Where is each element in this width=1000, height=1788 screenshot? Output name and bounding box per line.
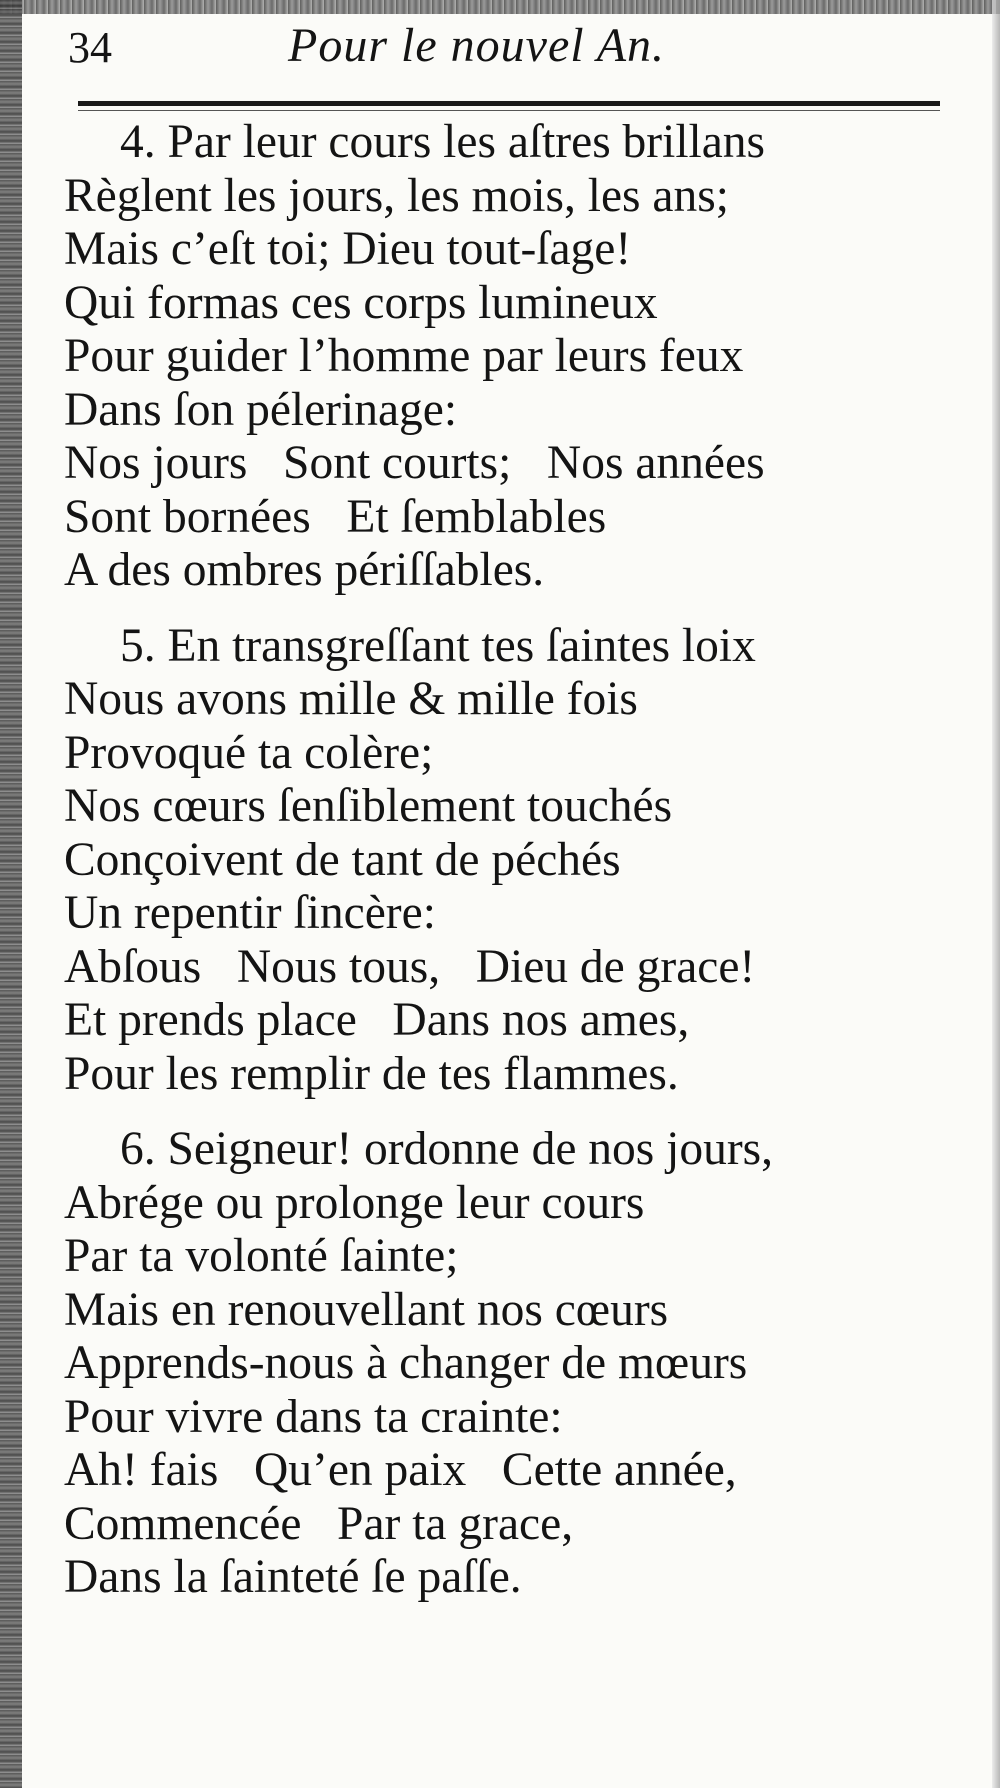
stanza-4 xyxy=(64,116,964,598)
page-edge-top xyxy=(0,0,1000,14)
stanza-line: Abrége ou prolonge leur cours xyxy=(64,1176,645,1229)
stanza-line: Nos jours Sont courts; Nos années xyxy=(64,437,765,489)
hymn-text xyxy=(64,116,964,1605)
stanza-line: 6. Seigneur! ordonne de nos jours, xyxy=(120,1123,774,1175)
stanza-line: Qui formas ces corps lumineux xyxy=(64,276,658,329)
stanza-line: Pour guider l’homme par leurs feux xyxy=(64,330,744,382)
stanza-5 xyxy=(64,620,964,1102)
stanza-line: Dans la ſainteté ſe paſſe. xyxy=(64,1551,522,1603)
page-header xyxy=(68,18,948,88)
header-rule-thin xyxy=(78,110,940,111)
stanza-line: Nos cœurs ſenſiblement touchés xyxy=(64,780,673,832)
stanza-6 xyxy=(64,1123,964,1605)
stanza-line: Apprends-nous à changer de mœurs xyxy=(64,1337,748,1389)
stanza-line: Pour les remplir de tes flammes. xyxy=(64,1047,679,1100)
stanza-line: 4. Par leur cours les aſtres brillans xyxy=(120,116,766,168)
page-edge-left xyxy=(0,0,22,1788)
stanza-line: Commencée Par ta grace, xyxy=(64,1497,574,1550)
header-rule xyxy=(78,101,940,106)
stanza-line: Règlent les jours, les mois, les ans; xyxy=(64,169,729,222)
stanza-line: 5. En transgreſſant tes ſaintes loix xyxy=(120,619,756,672)
stanza-line: Par ta volonté ſainte; xyxy=(64,1230,459,1282)
stanza-line: A des ombres périſſables. xyxy=(64,544,545,596)
running-title: Pour le nouvel An. xyxy=(288,19,666,72)
stanza-line: Pour vivre dans ta crainte: xyxy=(64,1390,563,1443)
stanza-line: Sont bornées Et ſemblables xyxy=(64,490,607,543)
stanza-line: Provoqué ta colère; xyxy=(64,726,434,779)
stanza-line: Nous avons mille & mille fois xyxy=(64,673,638,725)
stanza-line: Et prends place Dans nos ames, xyxy=(64,994,690,1046)
stanza-line: Abſous Nous tous, Dieu de grace! xyxy=(64,940,756,993)
page-edge-right xyxy=(992,0,1000,1788)
page-number: 34 xyxy=(68,23,112,72)
stanza-line: Conçoivent de tant de péchés xyxy=(64,833,621,886)
stanza-line: Un repentir ſincère: xyxy=(64,887,436,939)
stanza-line: Mais c’eſt toi; Dieu tout-ſage! xyxy=(64,223,632,275)
stanza-line: Mais en renouvellant nos cœurs xyxy=(64,1283,669,1336)
stanza-line: Ah! fais Qu’en paix Cette année, xyxy=(64,1444,737,1496)
stanza-line: Dans ſon pélerinage: xyxy=(64,383,458,436)
